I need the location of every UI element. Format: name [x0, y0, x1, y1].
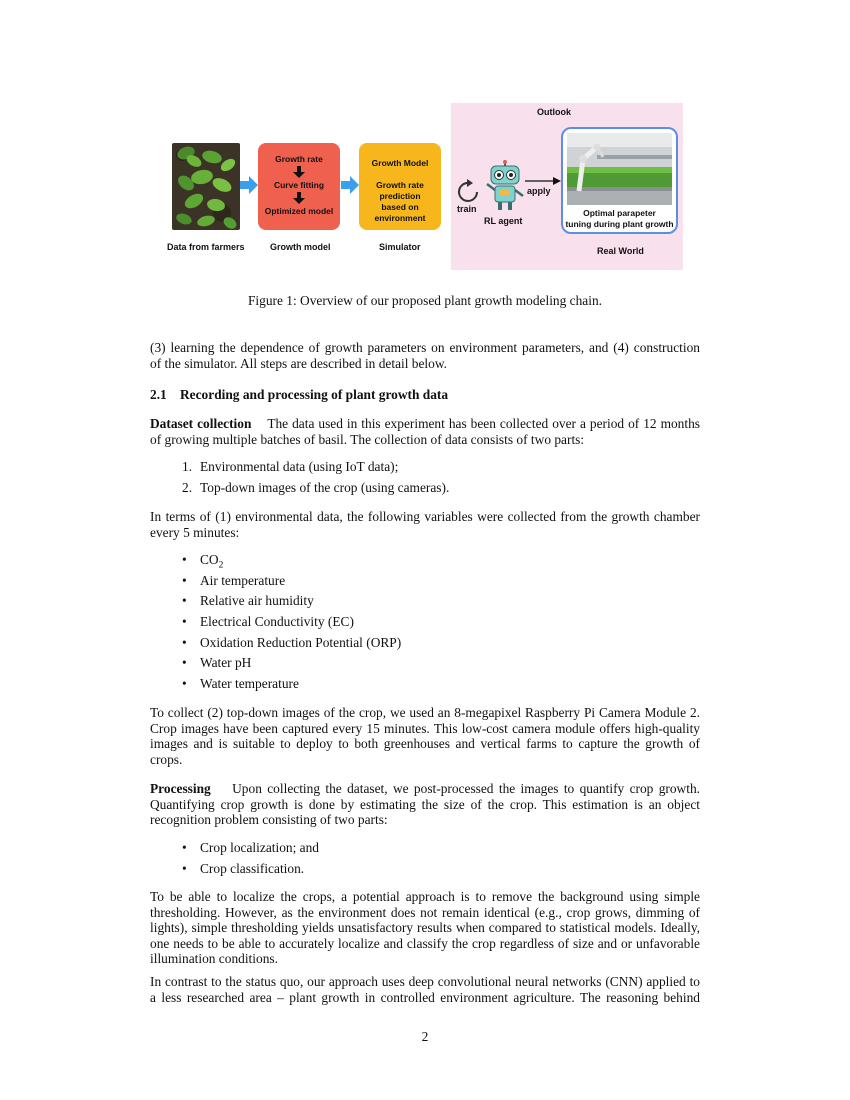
page-number: 2: [421, 1029, 429, 1044]
processing-paragraph: [150, 781, 700, 828]
list-item: [150, 593, 700, 614]
growth-model-box: [258, 143, 340, 230]
list-text: Relative air humidity: [200, 593, 314, 609]
sim-box-line3: prediction: [379, 191, 421, 201]
list-text: [200, 552, 223, 574]
text-line: a less researched area – plant growth in controlled environment agriculture. The reasoning behind: [150, 989, 700, 1005]
train-label: train: [457, 204, 477, 214]
bullet: •: [182, 676, 187, 692]
env-paragraph: [150, 509, 700, 540]
growth-box-line1: Growth rate: [275, 154, 323, 164]
list-item: [150, 861, 700, 882]
text-line: thresholding. However, as the environment does not remain identical (e.g., crop grows, dimming of: [150, 904, 700, 920]
real-world-frame: [561, 127, 678, 234]
arrow-down-icon: [293, 166, 305, 178]
text-line: illumination conditions.: [150, 951, 278, 967]
figure-caption: Figure 1: Overview of our proposed plant growth modeling chain.: [247, 293, 603, 308]
sim-box-line2: Growth rate: [376, 180, 424, 190]
list-item: [150, 840, 700, 861]
list-text: Top-down images of the crop (using cameras).: [200, 479, 450, 495]
label-growth-model: Growth model: [270, 242, 331, 252]
arrow-right-icon: [341, 176, 359, 194]
section-title: Recording and processing of plant growth data: [180, 387, 449, 402]
text-line: lights), simple thresholding yields unsatisfactory results when compared to statistical models. Ideally,: [150, 920, 700, 936]
bullet: •: [182, 572, 187, 588]
text-line: To be able to localize the crops, a potential approach is to remove the background using simple: [150, 889, 700, 904]
runin-heading: Dataset collection: [150, 416, 252, 431]
growth-box-line2: Curve fitting: [273, 180, 325, 190]
arrow-right-icon: [240, 176, 258, 194]
dataset-paragraph: [150, 416, 700, 447]
real-world-caption-line2: tuning during plant growth: [565, 219, 674, 229]
parts-list: [150, 459, 700, 500]
arrow-down-icon: [293, 192, 305, 204]
text-line: [150, 781, 700, 797]
camera-paragraph: [150, 705, 700, 767]
variables-list: [150, 552, 700, 697]
growth-box-line3: Optimized model: [264, 206, 334, 216]
list-item: [150, 459, 700, 480]
simulator-box: [359, 143, 441, 230]
sim-box-line1: Growth Model: [371, 158, 429, 168]
list-item: [150, 635, 700, 656]
label-simulator: Simulator: [379, 242, 421, 252]
list-item: [150, 573, 700, 594]
list-marker: 1.: [182, 459, 193, 474]
list-text: Water temperature: [200, 676, 299, 692]
bullet: •: [182, 593, 187, 609]
text-line: images and is suitable to deploy to both greenhouses and vertical farms to capture the growth of: [150, 736, 700, 752]
text-line: crops.: [150, 751, 183, 767]
text-line: one needs to be able to accurately localize and classify the crop regardless of size and or unfavorable: [150, 935, 700, 951]
processing-list: [150, 840, 700, 881]
bullet: •: [182, 552, 187, 567]
apply-arrow-icon: [525, 176, 561, 186]
list-item: [150, 676, 700, 697]
list-text: Oxidation Reduction Potential (ORP): [200, 634, 402, 650]
list-text: Environmental data (using IoT data);: [200, 459, 399, 474]
co2-subscript: 2: [218, 560, 224, 571]
text-line: of the simulator. All steps are described in detail below.: [150, 355, 447, 371]
list-text: Air temperature: [200, 572, 286, 588]
real-world-caption-line1: Optimal parapeter: [583, 208, 656, 218]
text-line: every 5 minutes:: [150, 524, 240, 540]
intro-paragraph: [150, 340, 700, 371]
bullet: •: [182, 860, 187, 876]
text-line: [150, 416, 700, 432]
bullet: •: [182, 634, 187, 650]
text-line: recognition problem consisting of two parts:: [150, 812, 388, 828]
train-cycle-icon: [455, 178, 483, 206]
list-text: Crop classification.: [200, 860, 305, 876]
contrast-paragraph: [150, 974, 700, 1005]
list-text: Crop localization; and: [200, 840, 319, 855]
runin-heading: Processing: [150, 781, 211, 796]
section-number: 2.1: [150, 387, 167, 402]
label-data-from-farmers: Data from farmers: [167, 242, 245, 252]
text-line: of growing multiple batches of basil. The collection of data consists of two parts:: [150, 431, 585, 447]
list-item: [150, 655, 700, 676]
list-text: Water pH: [200, 655, 252, 671]
text-line: (3) learning the dependence of growth parameters on environment parameters, and (4) construction: [150, 340, 700, 355]
bullet: •: [182, 614, 187, 630]
co2-text: CO: [200, 552, 219, 567]
list-marker: 2.: [182, 479, 193, 495]
text-line: Crop images have been captured every 15 minutes. This low-cost camera module offers high-quality: [150, 720, 700, 736]
section-heading: [150, 387, 448, 403]
farm-robot-photo: [567, 133, 672, 205]
sim-box-line5: environment: [374, 213, 426, 223]
rl-agent-label: RL agent: [484, 216, 523, 226]
list-item: [150, 614, 700, 635]
sim-box-line4: based on: [381, 202, 419, 212]
robot-icon: [483, 160, 527, 212]
apply-label: apply: [527, 186, 551, 196]
text-line: In terms of (1) environmental data, the following variables were collected from the growth chamber: [150, 509, 700, 524]
text-span: The data used in this experiment has been collected over a period of 12 months: [267, 416, 701, 431]
list-text: Electrical Conductivity (EC): [200, 614, 354, 630]
list-item: [150, 552, 700, 573]
bullet: •: [182, 655, 187, 671]
outlook-title: Outlook: [537, 107, 571, 117]
list-item: [150, 480, 700, 501]
basil-photo: [172, 143, 240, 230]
localize-paragraph: [150, 889, 700, 967]
text-line: To collect (2) top-down images of the crop, we used an 8-megapixel Raspberry Pi Camera Module 2.: [150, 705, 700, 720]
bullet: •: [182, 840, 187, 855]
label-real-world: Real World: [597, 246, 644, 256]
text-line: Quantifying crop growth is done by estimating the size of the crop. This estimation is an object: [150, 796, 700, 812]
text-span: Upon collecting the dataset, we post-processed the images to quantify crop growth.: [232, 781, 700, 796]
text-line: In contrast to the status quo, our approach uses deep convolutional neural networks (CNN) applied to: [150, 974, 700, 989]
